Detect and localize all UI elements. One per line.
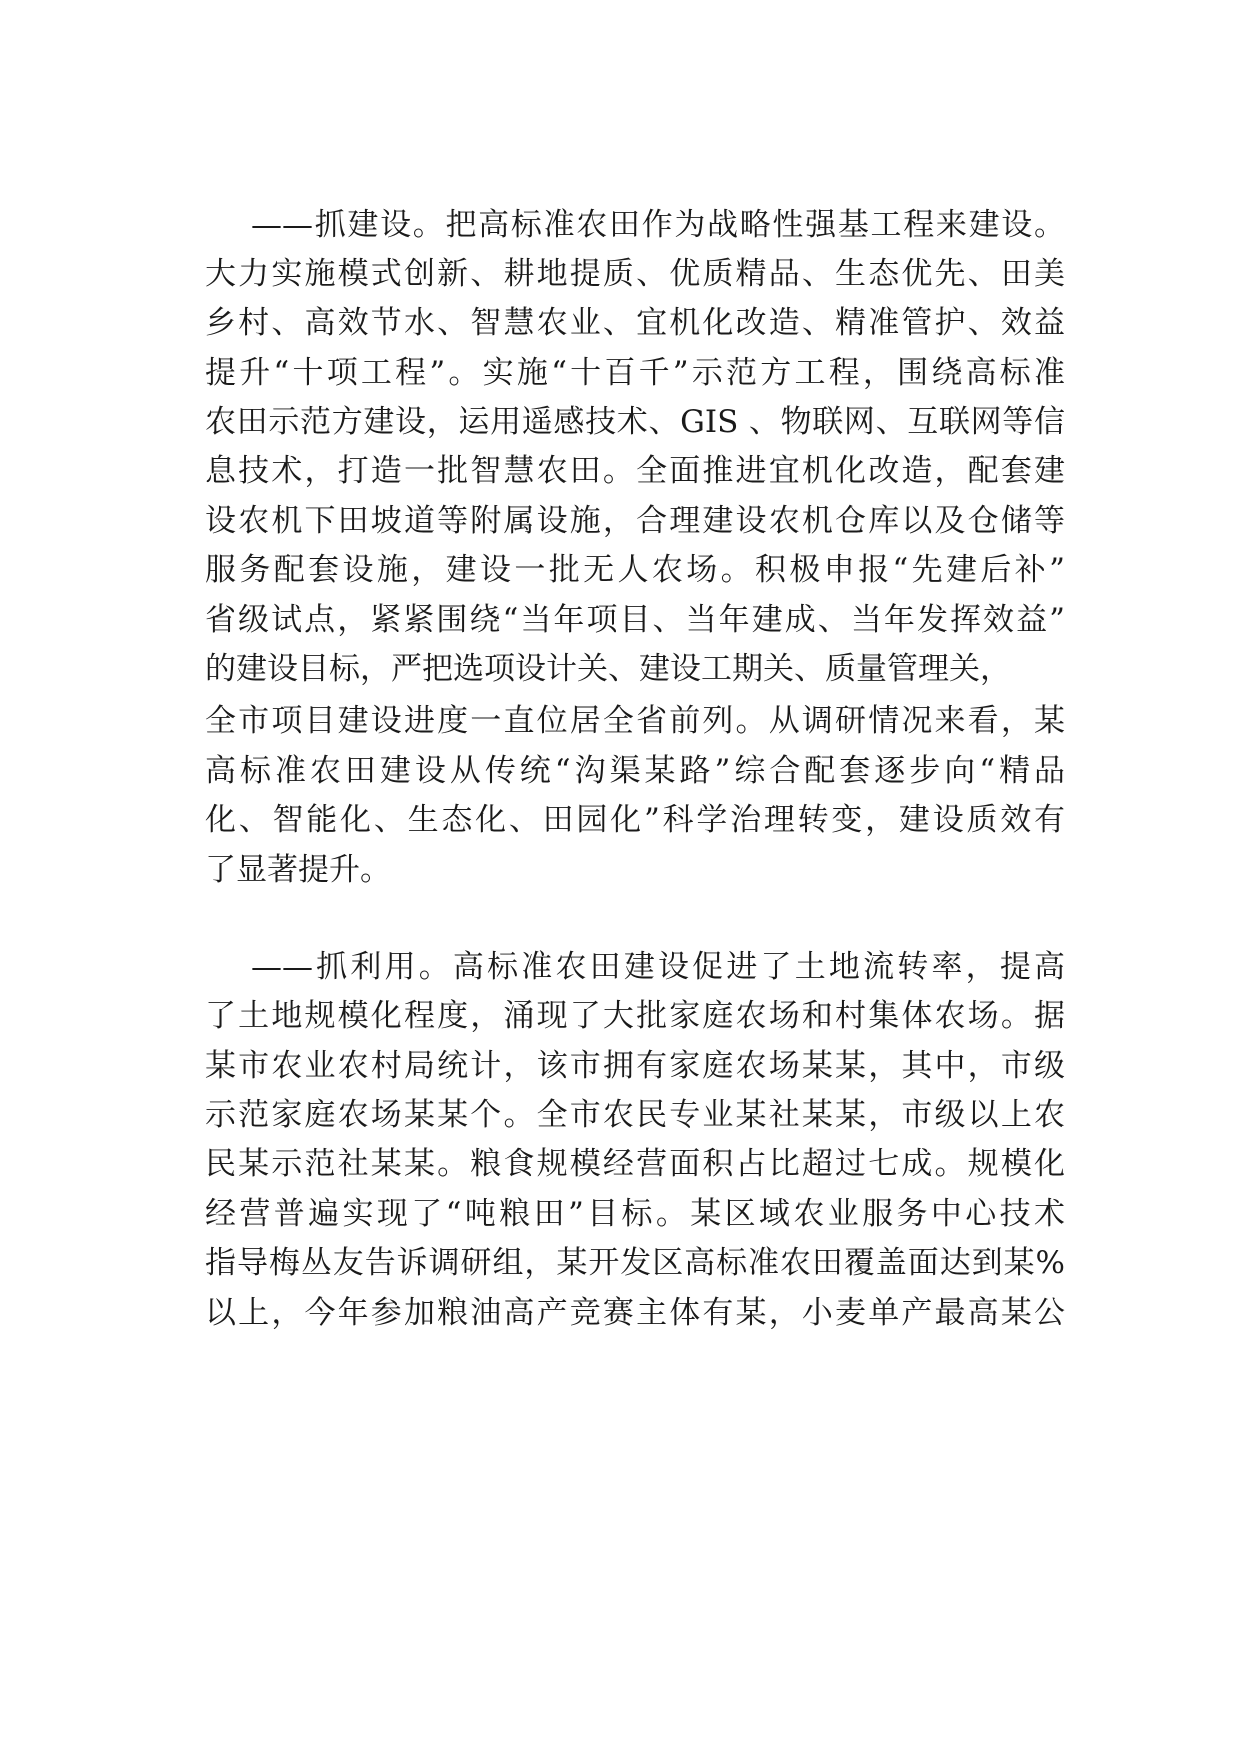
text-line: 息技术，打造一批智慧农田。全面推进宜机化改造，配套建 — [205, 453, 1065, 489]
text-line: 农田示范方建设，运用遥感技术、GIS 、物联网、互联网等信 — [205, 404, 1065, 440]
text-line: 乡村、高效节水、智慧农业、宜机化改造、精准管护、效益 — [205, 305, 1065, 341]
text-line: 的建设目标，严把选项设计关、建设工期关、质量管理关， — [205, 651, 1011, 687]
text-line: 某市农业农村局统计，该市拥有家庭农场某某，其中，市级 — [205, 1048, 1065, 1084]
text-line: 民某示范社某某。粮食规模经营面积占比超过七成。规模化 — [205, 1146, 1065, 1182]
text-line: 指导梅丛友告诉调研组，某开发区高标准农田覆盖面达到某% — [205, 1245, 1065, 1281]
text-line: ——抓利用。高标准农田建设促进了土地流转率，提高 — [251, 949, 1065, 985]
text-line: 省级试点，紧紧围绕“当年项目、当年建成、当年发挥效益” — [205, 602, 1065, 638]
text-line: ——抓建设。把高标准农田作为战略性强基工程来建设。 — [251, 207, 1065, 243]
text-line: 以上，今年参加粮油高产竞赛主体有某，小麦单产最高某公 — [205, 1295, 1065, 1331]
text-line: 高标准农田建设从传统“沟渠某路”综合配套逐步向“精品 — [205, 753, 1065, 789]
text-line: 提升“十项工程”。实施“十百千”示范方工程，围绕高标准 — [205, 355, 1065, 391]
text-line: 服务配套设施，建设一批无人农场。积极申报“先建后补” — [205, 552, 1065, 588]
text-line: 化、智能化、生态化、田园化”科学治理转变，建设质效有 — [205, 802, 1065, 838]
text-line: 了土地规模化程度，涌现了大批家庭农场和村集体农场。据 — [205, 998, 1065, 1034]
text-line: 设农机下田坡道等附属设施，合理建设农机仓库以及仓储等 — [205, 503, 1065, 539]
text-line: 经营普遍实现了“吨粮田”目标。某区域农业服务中心技术 — [205, 1196, 1065, 1232]
text-line: 全市项目建设进度一直位居全省前列。从调研情况来看，某 — [205, 703, 1065, 739]
text-line: 了显著提升。 — [205, 852, 391, 888]
text-line: 示范家庭农场某某个。全市农民专业某社某某，市级以上农 — [205, 1097, 1065, 1133]
text-line: 大力实施模式创新、耕地提质、优质精品、生态优先、田美 — [205, 256, 1065, 292]
